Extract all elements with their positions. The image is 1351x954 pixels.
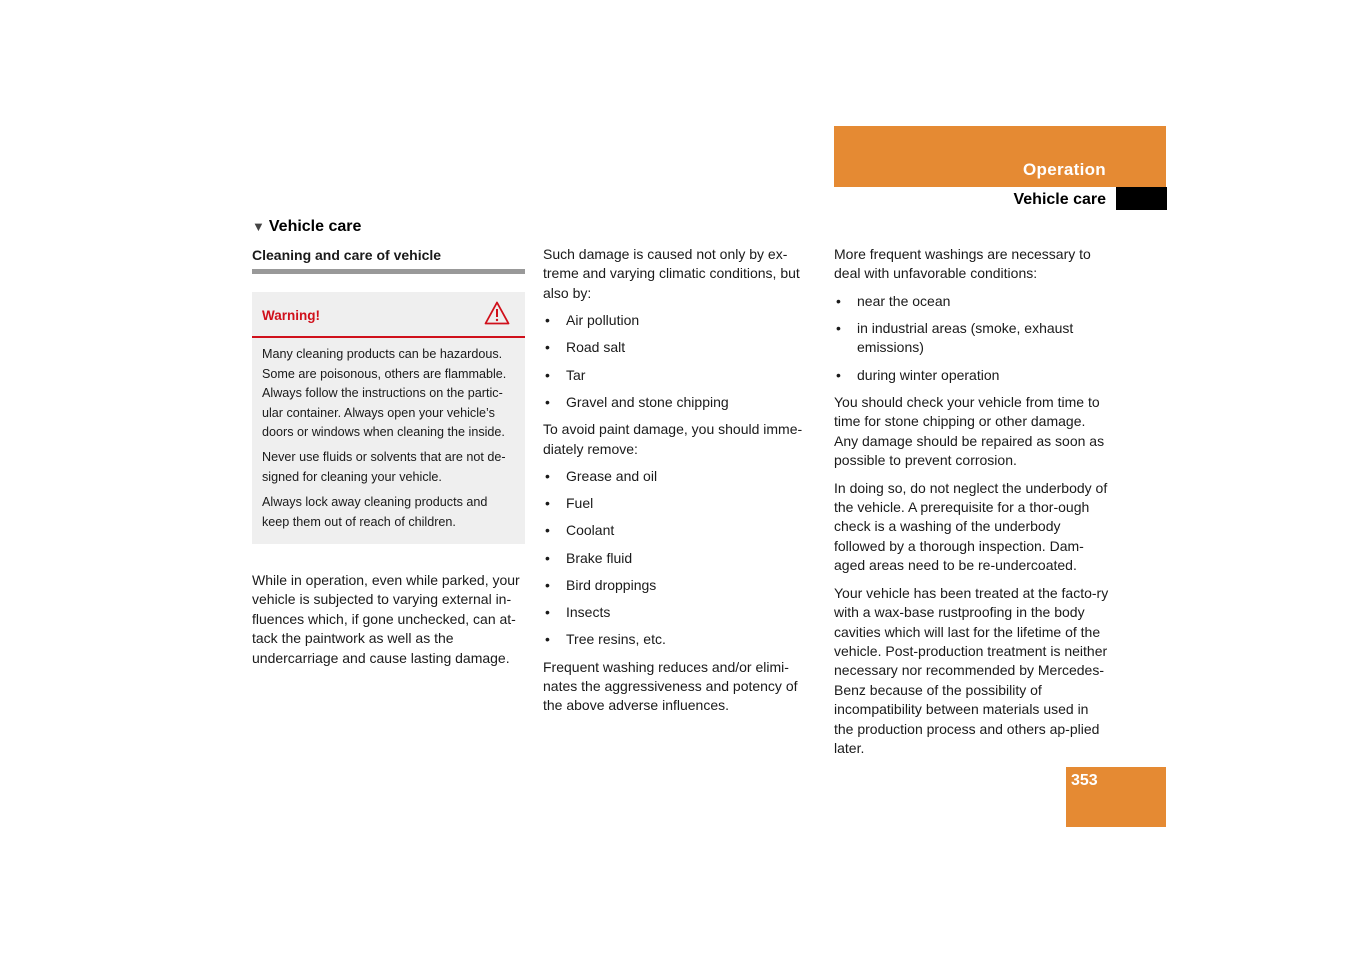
body-paragraph: Such damage is caused not only by ex-treme and varying climatic conditions, but also by: xyxy=(543,246,800,301)
body-paragraph: To avoid paint damage, you should imme-diately remove: xyxy=(543,421,803,457)
list-item: • Gravel and stone chipping xyxy=(543,393,818,412)
warning-header xyxy=(252,292,525,338)
list-item: • during winter operation xyxy=(834,366,1110,385)
warning-paragraph: Always lock away cleaning products and keep them out of reach of children. xyxy=(262,495,488,529)
page-number: 353 xyxy=(1071,772,1098,789)
triangle-down-icon: ▼ xyxy=(252,219,265,234)
column-2 xyxy=(543,245,818,724)
page-heading-text: Vehicle care xyxy=(268,218,362,235)
body-paragraph: Frequent washing reduces and/or elimi-nates the aggressiveness and potency of the above adverse influences. xyxy=(543,658,798,714)
body-paragraph: You should check your vehicle from time to time for stone chipping or other damage. Any damage should be repaired as soon as possible to prevent corrosion. xyxy=(834,394,1105,469)
list-item: • Fuel xyxy=(543,494,818,513)
body-paragraph: Your vehicle has been treated at the facto-ry with a wax-base rustproofing in the body cavities which will last for the lifetime of the vehicle. Post-production treatment is neither necessary nor recommended by Mercedes-Benz because of the possibility of incompatibility between materials used in the production process and others ap-plied later. xyxy=(834,584,1109,756)
conditions-list xyxy=(834,292,1110,385)
body-paragraph: In doing so, do not neglect the underbody of the vehicle. A prerequisite for a thor-ough check is a washing of the underbody followed by a thorough inspection. Dam-aged areas need to be re-undercoated. xyxy=(834,479,1108,574)
list-item: • in industrial areas (smoke, exhaust emissions) xyxy=(834,319,1110,358)
warning-box xyxy=(252,292,525,544)
list-item: • Grease and oil xyxy=(543,467,818,486)
sub-heading: Cleaning and care of vehicle xyxy=(252,246,525,274)
causes-list xyxy=(543,311,818,412)
warning-triangle-icon xyxy=(484,301,510,325)
list-item: • Air pollution xyxy=(543,311,818,330)
page-number-tab xyxy=(1066,767,1166,827)
column-1 xyxy=(252,244,525,676)
column-3 xyxy=(834,245,1110,766)
list-item: • Road salt xyxy=(543,338,818,357)
list-item: • Tree resins, etc. xyxy=(543,630,818,649)
warning-body xyxy=(252,338,525,544)
list-item: • Bird droppings xyxy=(543,576,818,595)
body-paragraph: More frequent washings are necessary to deal with unfavorable conditions: xyxy=(834,246,1091,282)
section-tab-marker xyxy=(1116,187,1167,210)
warning-title: Warning! xyxy=(262,308,320,324)
list-item: • Insects xyxy=(543,603,818,622)
list-item: • Brake fluid xyxy=(543,549,818,568)
list-item: • near the ocean xyxy=(834,292,1110,311)
section-title: Vehicle care xyxy=(1013,191,1106,208)
body-paragraph: While in operation, even while parked, your vehicle is subjected to varying external in-fluences which, if gone unchecked, can at-tack the paintwork as well as the undercarriage and cause lasting damage. xyxy=(252,572,520,666)
list-item: • Tar xyxy=(543,366,818,385)
remove-list xyxy=(543,467,818,650)
chapter-header-band xyxy=(834,126,1166,187)
page-heading xyxy=(252,218,361,236)
list-item: • Coolant xyxy=(543,521,818,540)
warning-paragraph: Many cleaning products can be hazardous. Some are poisonous, others are flammable. Always follow the instructions on the partic-ular container. Always open your vehicle’s doors or windows when cleaning the inside. xyxy=(262,347,507,440)
chapter-title: Operation xyxy=(1023,160,1106,179)
warning-paragraph: Never use fluids or solvents that are not de-signed for cleaning your vehicle. xyxy=(262,450,506,484)
